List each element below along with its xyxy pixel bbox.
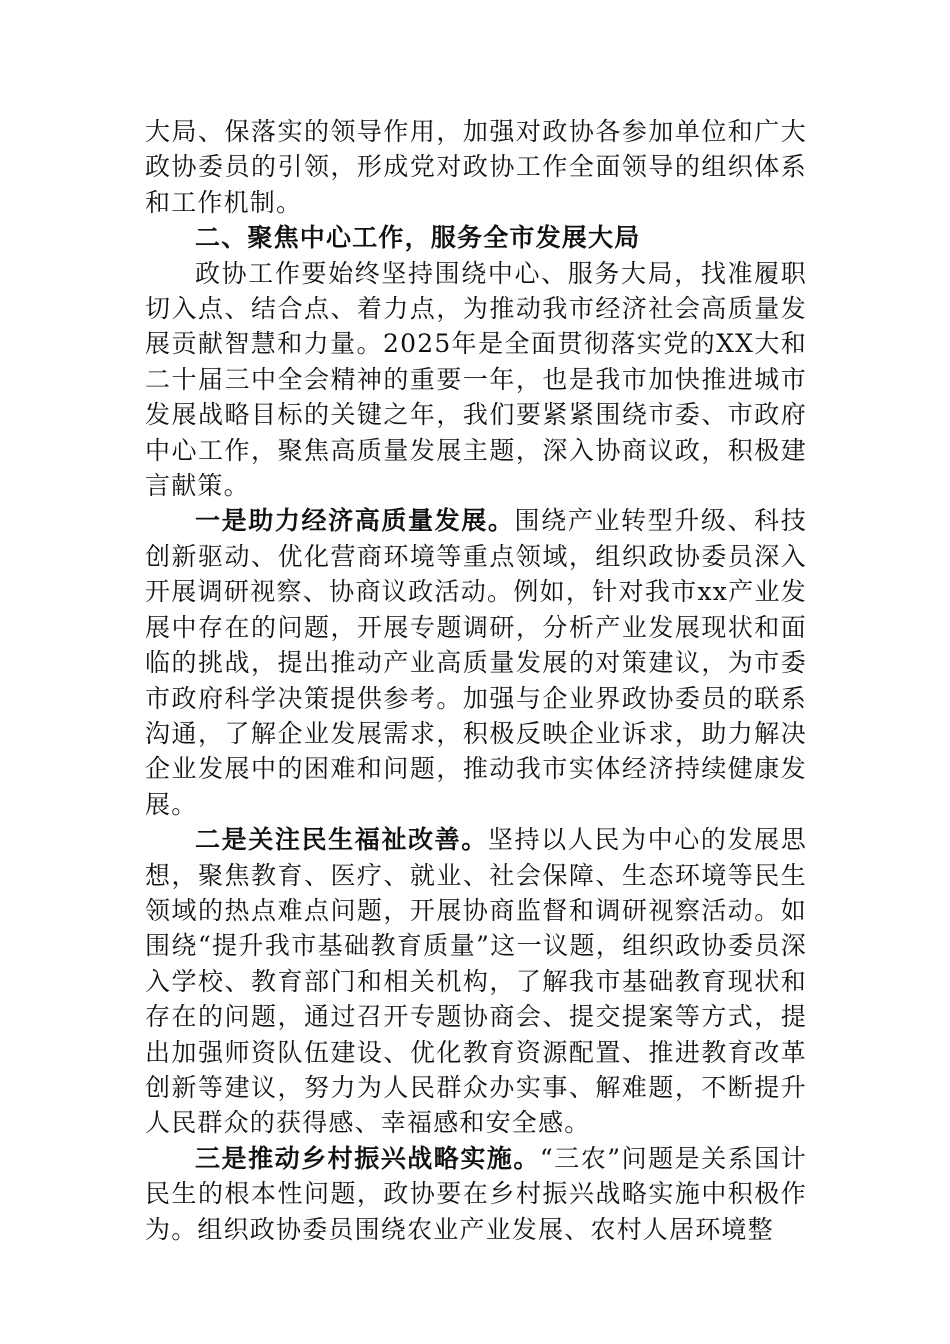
item-1-body: 围绕产业转型升级、科技创新驱动、优化营商环境等重点领域，组织政协委员深入开展调研视察、协商议政活动。例如，针对我市xx产业发展中存在的问题，开展专题调研，分析产业发展现状和面临的挑战，提出推动产业高质量发展的对策建议，为市委市政府科学决策提供参考。加强与企业界政协委员的联系沟通，了解企业发展需求，积极反映企业诉求，助力解决企业发展中的困难和问题，推动我市实体经济持续健康发展。 (145, 506, 808, 819)
paragraph-item-3 (145, 1141, 807, 1247)
paragraph-continuation: 大局、保落实的领导作用，加强对政协各参加单位和广大政协委员的引领，形成党对政协工作全面领导的组织体系和工作机制。 (145, 117, 807, 217)
paragraph-intro: 政协工作要始终坚持围绕中心、服务大局，找准履职切入点、结合点、着力点，为推动我市经济社会高质量发展贡献智慧和力量。2025年是全面贯彻落实党的XX大和二十届三中全会精神的重要一年，也是我市加快推进城市发展战略目标的关键之年，我们要紧紧围绕市委、市政府中心工作，聚焦高质量发展主题，深入协商议政，积极建言献策。 (145, 258, 807, 501)
paragraph-item-2 (145, 822, 807, 1141)
item-1-lead: 一是助力经济高质量发展。 (195, 506, 515, 536)
item-2-lead: 二是关注民生福祉改善。 (195, 825, 488, 855)
paragraph-item-1 (145, 503, 807, 822)
section-heading: 二、聚焦中心工作，服务全市发展大局 (195, 223, 641, 253)
item-3-body: “三农”问题是关系国计民生的根本性问题，政协要在乡村振兴战略实施中积极作为。组织政协委员围绕农业产业发展、农村人居环境整 (145, 1143, 807, 1244)
item-3-lead: 三是推动乡村振兴战略实施。 (195, 1143, 540, 1173)
item-2-body: 坚持以人民为中心的发展思想，聚焦教育、医疗、就业、社会保障、生态环境等民生领域的热点难点问题，开展协商监督和调研视察活动。如围绕“提升我市基础教育质量”这一议题，组织政协委员深入学校、教育部门和相关机构，了解我市基础教育现状和存在的问题，通过召开专题协商会、提交提案等方式，提出加强师资队伍建设、优化教育资源配置、推进教育改革创新等建议，努力为人民群众办实事、解难题，不断提升人民群众的获得感、幸福感和安全感。 (145, 825, 808, 1138)
document-page (145, 114, 807, 1247)
